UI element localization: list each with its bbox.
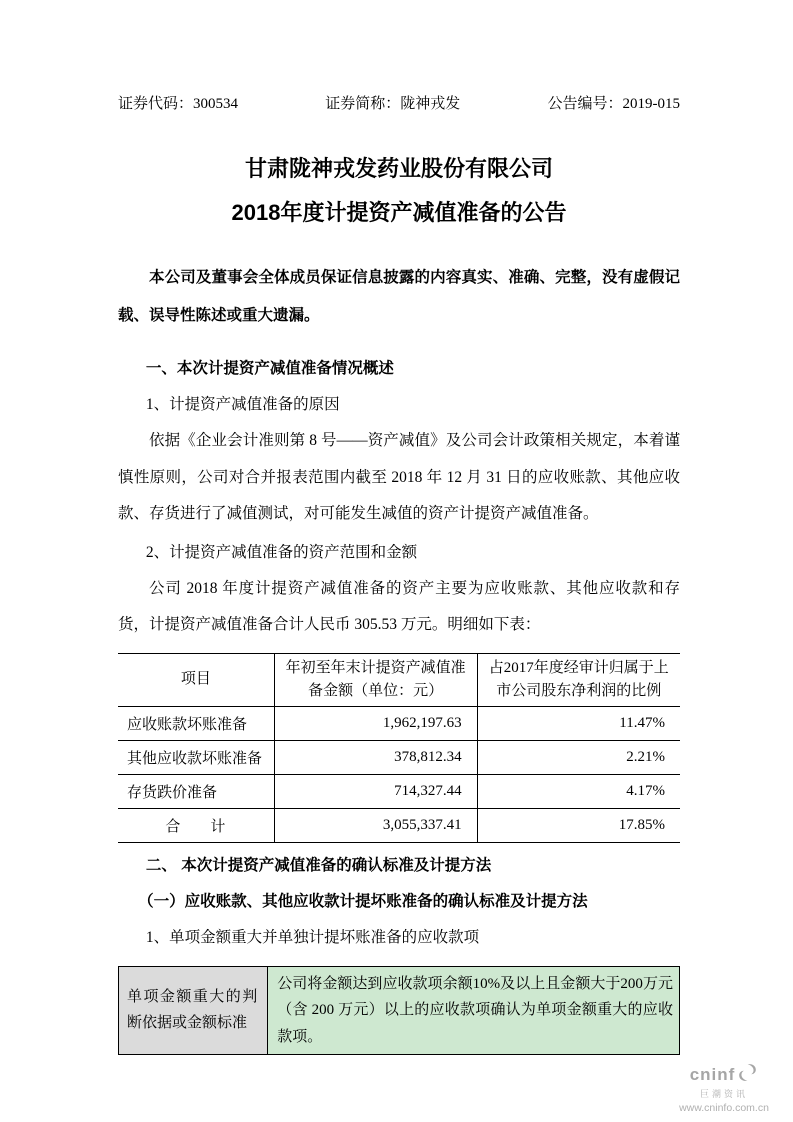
- section-1-heading: 一、本次计提资产减值准备情况概述: [145, 360, 394, 377]
- logo-chinese-name: 巨潮资讯: [699, 1089, 748, 1099]
- swirl-icon: [737, 1062, 758, 1087]
- table-total-row: [118, 808, 680, 842]
- row-amount: 1,962,197.63: [274, 706, 477, 740]
- document-content: [118, 0, 680, 1055]
- criteria-table: [118, 966, 680, 1056]
- section-2-sub-heading: （一）应收账款、其他应收款计提坏账准备的确认标准及计提方法: [138, 892, 588, 910]
- row-ratio: 11.47%: [477, 706, 680, 740]
- total-amount: 3,055,337.41: [274, 808, 477, 842]
- document-title: [118, 147, 680, 235]
- logo-brand-text: cninf: [689, 1065, 736, 1084]
- section-1-item-2-body: 公司 2018 年度计提资产减值准备的资产主要为应收账款、其他应收款和存货，计提资产减值准备合计人民币 305.53 万元。明细如下表：: [118, 579, 680, 633]
- row-ratio: 2.21%: [477, 740, 680, 774]
- criteria-label-cell: 单项金额重大的判断依据或金额标准: [119, 966, 268, 1055]
- company-name: 甘肃陇神戎发药业股份有限公司: [244, 156, 553, 181]
- table-row: [118, 706, 680, 740]
- section-1-item-2-title: 2、计提资产减值准备的资产范围和金额: [145, 543, 418, 561]
- stock-name: 证券简称：陇神戎发: [325, 96, 461, 112]
- cninfo-logo: [665, 1062, 783, 1114]
- logo-brand-row: [665, 1062, 783, 1087]
- row-amount: 378,812.34: [274, 740, 477, 774]
- criteria-row: [119, 966, 680, 1055]
- section-2-item-1-title: 1、单项金额重大并单独计提坏账准备的应收款项: [145, 928, 480, 946]
- criteria-content-cell: 公司将金额达到应收款项余额10%及以上且金额大于200万元（含 200 万元）以上的应收款项确认为单项金额重大的应收款项。: [268, 966, 680, 1055]
- section-2-heading: 二、 本次计提资产减值准备的确认标准及计提方法: [145, 856, 492, 874]
- section-1-item-1-title: 1、计提资产减值准备的原因: [145, 396, 340, 413]
- logo-url: www.cninfo.com.cn: [679, 1102, 769, 1114]
- table-row: [118, 774, 680, 808]
- header-amount: 年初至年末计提资产减值准备金额（单位：元）: [274, 653, 477, 706]
- document-header: [118, 95, 680, 113]
- total-label: 合 计: [118, 808, 274, 842]
- header-ratio: 占2017年度经审计归属于上市公司股东净利润的比例: [477, 653, 680, 706]
- row-ratio: 4.17%: [477, 774, 680, 808]
- row-item: 其他应收款坏账准备: [118, 740, 274, 774]
- announcement-number: 公告编号：2019-015: [547, 96, 680, 112]
- impairment-detail-table: [118, 653, 680, 843]
- announcement-title: 2018年度计提资产减值准备的公告: [231, 200, 567, 225]
- board-statement: 本公司及董事会全体成员保证信息披露的内容真实、准确、完整，没有虚假记载、误导性陈述或重大遗漏。: [118, 269, 680, 324]
- row-amount: 714,327.44: [274, 774, 477, 808]
- row-item: 存货跌价准备: [118, 774, 274, 808]
- section-1-item-1-body: 依据《企业会计准则第 8 号——资产减值》及公司会计政策相关规定，本着谨慎性原则，公司对合并报表范围内截至 2018 年 12 月 31 日的应收账款、其他应收款、存货进行了减值测试，对可能发生减值的资产计提资产减值准备。: [118, 432, 680, 522]
- total-ratio: 17.85%: [477, 808, 680, 842]
- stock-code: 证券代码：300534: [118, 96, 239, 112]
- table-header-row: [118, 653, 680, 706]
- table-row: [118, 740, 680, 774]
- header-item: 项目: [118, 653, 274, 706]
- row-item: 应收账款坏账准备: [118, 706, 274, 740]
